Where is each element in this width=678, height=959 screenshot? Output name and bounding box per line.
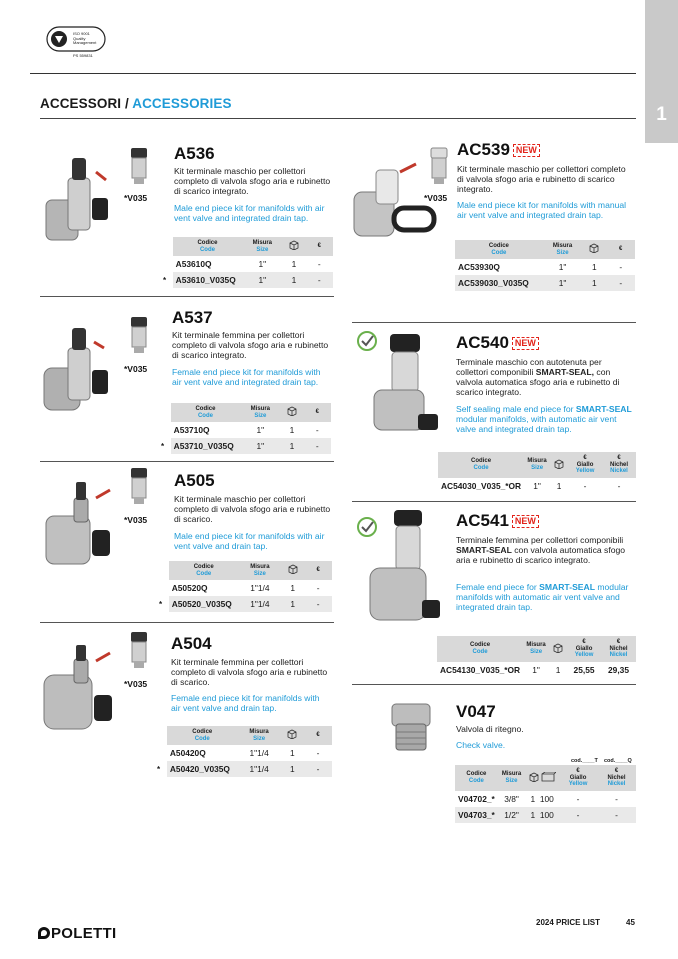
product-title-ac539: AC539 — [457, 140, 510, 159]
row-price: - — [606, 275, 635, 291]
new-badge: NEW — [512, 515, 539, 528]
product-title-a505: A505 — [174, 471, 215, 490]
code-header: Codice — [471, 458, 492, 465]
row-code: A50520_V035Q — [169, 596, 239, 612]
divider — [40, 461, 334, 462]
divider — [40, 622, 334, 623]
divider — [352, 684, 636, 685]
size-header: Misura — [250, 406, 270, 412]
price-list-label: 2024 PRICE LIST — [536, 918, 601, 927]
row-size: 1" — [558, 262, 567, 272]
brand-logo — [38, 925, 116, 942]
row-price: - — [619, 262, 623, 272]
table-row — [455, 259, 635, 275]
code-header: Codice — [488, 243, 509, 249]
price-table-a537 — [158, 403, 331, 454]
size-header-en: Size — [505, 777, 518, 784]
variant-label-a505: *V035 — [124, 515, 148, 525]
desc-en-ac541 — [456, 582, 641, 612]
code-header: Codice — [195, 406, 216, 412]
row-price-nickel: - — [615, 793, 618, 804]
desc-bold: SMART-SEAL — [539, 582, 595, 592]
row-qty: 1 — [282, 272, 305, 288]
euro-header: € — [617, 455, 621, 461]
euro-header: € — [306, 237, 333, 256]
code-header-en: Code — [196, 570, 212, 577]
nickel-header: Nickel — [610, 468, 628, 474]
row-size: 1"1/4 — [250, 583, 270, 593]
air-vent-image-a504 — [126, 630, 152, 670]
euro-header: € — [304, 726, 332, 745]
row-code: AC53930Q — [458, 262, 500, 272]
code-header: Codice — [466, 771, 487, 778]
product-image-ac541 — [364, 508, 448, 628]
row-qty: 1 — [281, 596, 304, 612]
row-code: AC54030_V035_*OR — [441, 480, 522, 491]
row-size: 3/8" — [504, 793, 519, 804]
row-box: 100 — [539, 809, 554, 820]
desc-it-ac540 — [456, 357, 636, 397]
euro-header: € — [583, 455, 587, 461]
row-price: - — [316, 583, 320, 593]
row-code: A50520Q — [171, 583, 208, 593]
size-header: Misura — [552, 243, 573, 249]
row-code: V04702_* — [458, 793, 495, 804]
size-header-en: Size — [253, 570, 266, 577]
size-header: Misura — [252, 240, 272, 246]
air-vent-image-a505 — [126, 466, 152, 506]
row-size: 1" — [533, 480, 541, 491]
nichel-header: Nichel — [610, 461, 629, 468]
size-header-en: Size — [256, 246, 269, 253]
row-qty: 1 — [280, 438, 303, 454]
row-qty: 1 — [530, 793, 536, 804]
chapter-tab — [645, 0, 678, 143]
size-header-en: Size — [556, 249, 569, 256]
row-qty: 1 — [530, 809, 536, 820]
row-code: A53610_V035Q — [173, 272, 243, 288]
row-price-yellow: - — [576, 793, 580, 804]
section-title-it: ACCESSORI / — [40, 96, 133, 111]
size-header-en: Size — [530, 648, 543, 655]
box-icon — [549, 636, 567, 662]
row-price: - — [304, 761, 332, 777]
row-code: A50420_V035Q — [167, 761, 238, 777]
row-price: - — [316, 748, 320, 758]
row-code: AC54130_V035_*OR — [440, 664, 521, 675]
table-row — [455, 807, 636, 823]
row-qty: 1 — [290, 583, 296, 593]
code-header-en: Code — [199, 246, 215, 253]
euro-header: € — [616, 639, 621, 645]
price-table-a505 — [156, 561, 332, 612]
product-title-a537: A537 — [172, 308, 213, 327]
desc-en-a504: Female end piece kit for manifolds with air vent valve and drain tap. — [171, 693, 320, 713]
row-size: 1" — [242, 272, 282, 288]
desc-it-a537: Kit terminale femmina per collettori completo di valvola sfogo aria e rubinetto di scarico integrato. — [172, 330, 329, 360]
box-icon — [550, 452, 568, 478]
variant-label-a504: *V035 — [124, 679, 148, 689]
desc-text: modular manifolds, with automatic air vent valve and integrated drain tap. — [456, 414, 617, 434]
size-header: Misura — [526, 642, 546, 649]
desc-text: Self sealing male end piece for — [456, 404, 576, 414]
row-price: - — [306, 272, 333, 288]
row-size: 1"1/4 — [238, 761, 281, 777]
price-table-a504 — [154, 726, 332, 777]
box-icon — [281, 726, 305, 745]
row-qty: 1 — [289, 425, 295, 435]
row-size: 1" — [256, 425, 265, 435]
product-image-v047 — [386, 700, 436, 754]
table-row — [156, 596, 332, 612]
divider — [352, 322, 636, 323]
code-header: Codice — [470, 642, 491, 649]
code-header-en: Code — [491, 249, 507, 256]
euro-header: € — [576, 768, 580, 774]
giallo-header: Giallo — [576, 461, 594, 468]
row-price-yellow: 25,55 — [573, 664, 595, 675]
variant-label-a536: *V035 — [124, 193, 148, 203]
price-table-ac541 — [437, 636, 636, 678]
giallo-header: Giallo — [569, 774, 587, 781]
row-price-yellow: - — [583, 480, 587, 491]
code-header: Codice — [192, 729, 213, 735]
nickel-header: Nickel — [607, 781, 626, 787]
row-star — [154, 745, 167, 761]
yellow-header: Yellow — [575, 468, 595, 474]
product-title-ac541: AC541 — [456, 511, 509, 530]
size-header-en: Size — [254, 412, 267, 419]
row-code: A53610Q — [175, 259, 212, 269]
desc-en-a505: Male end piece kit for manifolds with air vent valve and drain tap. — [174, 531, 325, 551]
box-icon — [280, 403, 303, 422]
cod-t-label: cod.____T — [571, 758, 598, 764]
product-title-a536: A536 — [174, 144, 215, 163]
iso-text: ISO 9001 Quality Management — [73, 31, 97, 45]
size-header-en: Size — [531, 464, 544, 471]
product-heading-ac540 — [456, 333, 539, 353]
euro-header: € — [614, 768, 619, 774]
size-header: Misura — [527, 458, 547, 465]
row-size: 1"1/4 — [239, 596, 281, 612]
desc-bold: SMART-SEAL — [456, 545, 512, 555]
title-rule — [40, 118, 636, 119]
size-header: Misura — [501, 771, 522, 778]
product-title-ac540: AC540 — [456, 333, 509, 352]
code-header-en: Code — [468, 777, 484, 784]
table-row — [455, 275, 635, 291]
cert-number: PS 559831 — [73, 53, 93, 58]
table-row — [154, 761, 332, 777]
code-header-en: Code — [194, 735, 210, 742]
row-price-nickel: - — [597, 807, 636, 823]
new-badge: NEW — [512, 337, 539, 350]
euro-header: € — [606, 240, 635, 259]
section-title-en: ACCESSORIES — [132, 96, 232, 111]
divider — [40, 296, 334, 297]
row-code: V04703_* — [455, 807, 498, 823]
price-table-ac539 — [455, 240, 635, 291]
price-table-ac540 — [438, 452, 636, 494]
desc-it-a505: Kit terminale maschio per collettori completo di valvola sfogo aria e rubinetto di scarico. — [174, 494, 331, 524]
row-star — [158, 422, 171, 438]
desc-en-a537: Female end piece kit for manifolds with air vent valve and integrated drain tap. — [172, 367, 321, 387]
table-row — [160, 256, 333, 272]
row-size: 1" — [543, 275, 583, 291]
iso-cert-logo — [46, 26, 106, 60]
product-image-a536 — [40, 150, 130, 250]
code-header: Codice — [193, 564, 214, 570]
desc-it-ac539: Kit terminale maschio per collettori completo di valvola sfogo aria e rubinetto di scarico integrato. — [457, 164, 626, 194]
brand-mark-icon — [38, 927, 50, 939]
row-pack — [525, 791, 559, 807]
size-header: Misura — [250, 564, 270, 570]
row-size: 1" — [532, 664, 540, 675]
product-image-a505 — [40, 480, 130, 580]
desc-text: modular manifolds with automatic air vent valve and integrated drain tap. — [456, 582, 629, 612]
desc-bold: SMART-SEAL — [575, 404, 632, 414]
desc-text: Terminale maschio con autotenuta per collettori componibili — [456, 357, 602, 377]
table-row — [156, 580, 332, 596]
row-box: 100 — [539, 793, 554, 804]
nichel-header: Nichel — [609, 645, 628, 652]
table-row — [154, 745, 332, 761]
row-qty: 1 — [281, 761, 305, 777]
divider — [352, 501, 636, 502]
row-code: A53710_V035Q — [171, 438, 241, 454]
yellow-header: Yellow — [568, 781, 588, 787]
row-qty: 1 — [289, 748, 295, 758]
row-price: - — [317, 259, 321, 269]
row-qty: 1 — [555, 664, 561, 675]
row-size: 1"1/4 — [249, 748, 269, 758]
table-row — [160, 272, 333, 288]
yellow-header: Yellow — [574, 652, 594, 658]
desc-text: con valvola automatica sfogo aria e rubinetto di scarico integrato. — [456, 545, 626, 565]
desc-bold: SMART-SEAL, — [535, 367, 595, 377]
product-image-a537 — [40, 322, 130, 422]
variant-label-ac539: *V035 — [424, 193, 448, 203]
box-icon — [281, 561, 304, 580]
top-rule — [30, 73, 636, 74]
row-size: 1/2" — [498, 807, 525, 823]
desc-text: con valvola automatica sfogo aria e rubinetto di scarico integrato. — [456, 367, 620, 397]
row-pack — [525, 807, 559, 823]
product-title-v047: V047 — [456, 702, 496, 721]
air-vent-image-a537 — [126, 315, 152, 355]
desc-en-v047: Check valve. — [456, 740, 506, 750]
row-price-nickel: 29,35 — [608, 664, 629, 675]
nichel-header: Nichel — [607, 774, 626, 781]
row-star: * — [158, 438, 171, 454]
new-badge: NEW — [513, 144, 540, 157]
air-vent-image-ac539 — [426, 146, 452, 186]
air-vent-image-a536 — [126, 146, 152, 186]
box-icon — [282, 237, 305, 256]
price-table-a536 — [160, 237, 333, 288]
row-price: - — [304, 438, 331, 454]
desc-it-ac541 — [456, 535, 636, 565]
code-header-en: Code — [197, 412, 213, 419]
euro-header: € — [304, 561, 332, 580]
euro-header: € — [304, 403, 331, 422]
row-star: * — [154, 761, 167, 777]
box-icon — [582, 240, 606, 259]
desc-text: Terminale femmina per collettori componibili — [456, 535, 624, 545]
product-image-ac540 — [368, 330, 448, 440]
nickel-header: Nickel — [609, 652, 628, 658]
desc-it-a536: Kit terminale maschio per collettori completo di valvola sfogo aria e rubinetto di scarico integrato. — [174, 166, 331, 196]
box-icon — [525, 765, 559, 791]
size-header: Misura — [249, 729, 269, 735]
row-qty: 1 — [592, 262, 597, 272]
row-star: * — [160, 272, 173, 288]
price-table-v047 — [455, 765, 636, 823]
product-heading-ac539 — [457, 140, 540, 160]
desc-en-ac540 — [456, 404, 636, 434]
giallo-header: Giallo — [575, 645, 593, 652]
code-header-en: Code — [472, 648, 488, 655]
desc-it-v047: Valvola di ritegno. — [456, 724, 524, 734]
table-row — [158, 422, 331, 438]
row-star — [156, 580, 169, 596]
row-qty: 1 — [291, 259, 297, 269]
table-row — [158, 438, 331, 454]
section-title — [40, 96, 232, 111]
row-qty: 1 — [582, 275, 606, 291]
code-header: Codice — [197, 240, 218, 246]
row-price-nickel: - — [617, 480, 621, 491]
product-title-a504: A504 — [171, 634, 212, 653]
product-image-a504 — [40, 645, 130, 745]
table-row — [437, 662, 636, 678]
row-price: - — [315, 425, 319, 435]
size-header-en: Size — [253, 735, 266, 742]
table-row — [438, 478, 636, 494]
row-qty: 1 — [556, 480, 562, 491]
table-row — [455, 791, 636, 807]
row-price: - — [304, 596, 332, 612]
desc-en-ac539: Male end piece kit for manifolds with manual air vent valve and integrated drain tap. — [457, 200, 627, 220]
row-star — [160, 256, 173, 272]
row-star: * — [156, 596, 169, 612]
desc-text: Female end piece for — [456, 582, 540, 592]
desc-it-a504: Kit terminale femmina per collettori completo di valvola sfogo aria e rubinetto di scarico. — [171, 657, 328, 687]
row-code: AC539030_V035Q — [455, 275, 543, 291]
euro-header: € — [582, 639, 586, 645]
row-price-yellow: - — [559, 807, 597, 823]
desc-en-a536: Male end piece kit for manifolds with air vent valve and integrated drain tap. — [174, 203, 325, 223]
row-size: 1" — [240, 438, 280, 454]
chapter-number: 1 — [656, 104, 667, 125]
row-code: A50420Q — [169, 748, 206, 758]
product-heading-ac541 — [456, 511, 539, 531]
cod-q-label: cod.____Q — [604, 758, 632, 764]
variant-label-a537: *V035 — [124, 364, 148, 374]
row-code: A53710Q — [173, 425, 210, 435]
code-header-en: Code — [473, 464, 489, 471]
row-size: 1" — [258, 259, 267, 269]
brand-name: POLETTI — [51, 925, 117, 942]
page-number: 45 — [626, 918, 635, 927]
